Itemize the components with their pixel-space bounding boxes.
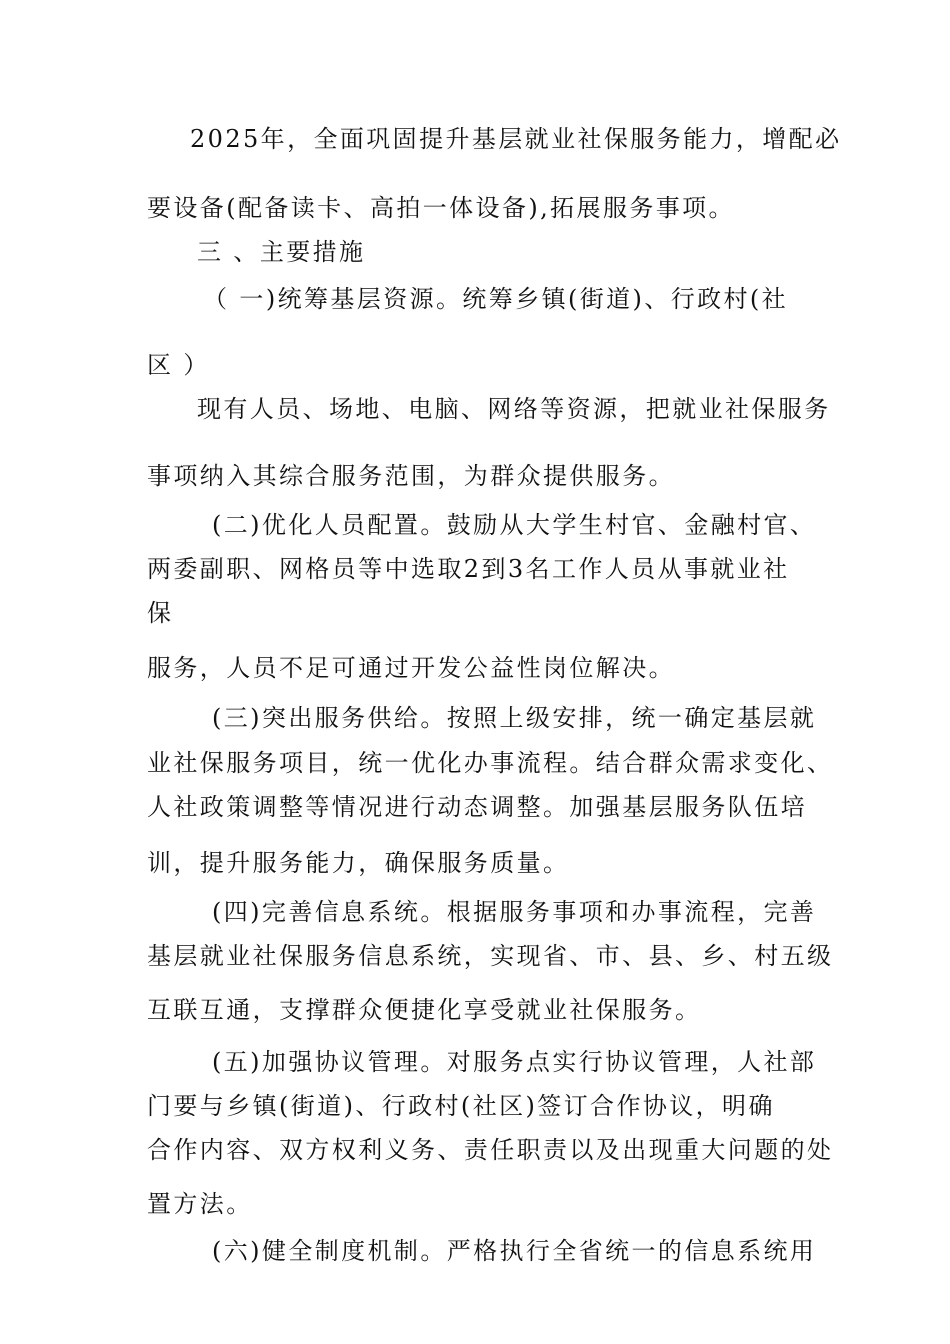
- text-line: 两委副职、网格员等中选取2到3名工作人员从事就业社: [147, 555, 790, 583]
- text-line: 区 ）: [147, 351, 210, 379]
- text-line: 2025年，全面巩固提升基层就业社保服务能力，增配必: [190, 125, 842, 153]
- text-line: (四)完善信息系统。根据服务事项和办事流程，完善: [212, 898, 817, 926]
- text-line: 人社政策调整等情况进行动态调整。加强基层服务队伍培: [147, 793, 807, 821]
- text-line: 事项纳入其综合服务范围，为群众提供服务。: [147, 462, 675, 490]
- text-line: 合作内容、双方权利义务、责任职责以及出现重大问题的处: [147, 1136, 834, 1164]
- text-line: (六)健全制度机制。严格执行全省统一的信息系统用: [212, 1237, 817, 1265]
- text-line: 互联互通，支撑群众便捷化享受就业社保服务。: [147, 996, 702, 1024]
- text-line: 保: [147, 599, 174, 627]
- text-line: 要设备(配备读卡、高拍一体设备),拓展服务事项。: [147, 194, 735, 222]
- text-line: (三)突出服务供给。按照上级安排，统一确定基层就: [212, 704, 817, 732]
- text-line: 训，提升服务能力，确保服务质量。: [147, 849, 570, 877]
- text-line: (二)优化人员配置。鼓励从大学生村官、金融村官、: [212, 511, 817, 539]
- text-line: （ 一)统筹基层资源。统筹乡镇(街道)、行政村(社: [203, 285, 789, 313]
- text-line: 门要与乡镇(街道)、行政村(社区)签订合作协议，明确: [147, 1092, 775, 1120]
- text-line: 基层就业社保服务信息系统，实现省、市、县、乡、村五级: [147, 942, 834, 970]
- text-line: 置方法。: [147, 1190, 253, 1218]
- text-line: (五)加强协议管理。对服务点实行协议管理，人社部: [212, 1048, 817, 1076]
- text-line: 服务，人员不足可通过开发公益性岗位解决。: [147, 654, 675, 682]
- section-heading: 三 、主要措施: [197, 238, 366, 266]
- text-line: 业社保服务项目，统一优化办事流程。结合群众需求变化、: [147, 749, 834, 777]
- text-line: 现有人员、场地、电脑、网络等资源，把就业社保服务: [197, 395, 831, 423]
